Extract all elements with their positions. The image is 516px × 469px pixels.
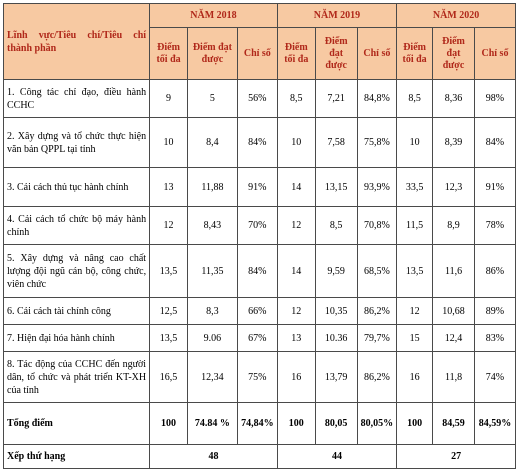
max-score-cell: 12 [150, 207, 188, 245]
max-score-cell: 12 [397, 298, 433, 325]
index-cell: 86,2% [357, 298, 397, 325]
index-cell: 86,2% [357, 352, 397, 403]
index-cell: 84% [237, 245, 277, 298]
achieved-score-cell: 9,59 [315, 245, 357, 298]
index-cell: 79,7% [357, 325, 397, 352]
achieved-score-cell: 7,21 [315, 80, 357, 118]
par-index-table [3, 3, 516, 469]
index-cell: 91% [474, 168, 515, 207]
index-cell: 68,5% [357, 245, 397, 298]
max-score-cell: 13,5 [150, 245, 188, 298]
index-header: Chỉ số [474, 28, 515, 80]
year-2019-header: NĂM 2019 [277, 4, 396, 28]
table-row [4, 118, 516, 168]
achieved-score-cell: 8,43 [188, 207, 238, 245]
table-row [4, 352, 516, 403]
rank-value-cell: 27 [397, 445, 516, 469]
criterion-label: 4. Cải cách tổ chức bộ máy hành chính [4, 207, 150, 245]
achieved-score-cell: 8,3 [188, 298, 238, 325]
achieved-score-cell: 8,9 [433, 207, 475, 245]
table-row [4, 80, 516, 118]
achieved-score-cell: 10,68 [433, 298, 475, 325]
index-cell: 98% [474, 80, 515, 118]
max-score-header: Điểm tối đa [150, 28, 188, 80]
total-row [4, 403, 516, 445]
total-max-cell: 100 [150, 403, 188, 445]
max-score-cell: 13,5 [397, 245, 433, 298]
achieved-score-cell: 12,3 [433, 168, 475, 207]
achieved-score-cell: 9.06 [188, 325, 238, 352]
criterion-label: 8. Tác động của CCHC đến người dân, tổ chức và phát triển KT-XH của tỉnh [4, 352, 150, 403]
total-label: Tổng điểm [4, 403, 150, 445]
max-score-cell: 33,5 [397, 168, 433, 207]
total-index-cell: 84,59% [474, 403, 515, 445]
criterion-label: 5. Xây dựng và nâng cao chất lượng đội ngũ cán bộ, công chức, viên chức [4, 245, 150, 298]
achieved-score-cell: 11,6 [433, 245, 475, 298]
index-cell: 70,8% [357, 207, 397, 245]
total-max-cell: 100 [397, 403, 433, 445]
total-max-cell: 100 [277, 403, 315, 445]
index-cell: 86% [474, 245, 515, 298]
index-cell: 75% [237, 352, 277, 403]
achieved-score-cell: 13,79 [315, 352, 357, 403]
table-row [4, 207, 516, 245]
index-cell: 93,9% [357, 168, 397, 207]
max-score-cell: 16,5 [150, 352, 188, 403]
max-score-cell: 13,5 [150, 325, 188, 352]
achieved-score-header: Điểm đạt được [188, 28, 238, 80]
max-score-cell: 8,5 [397, 80, 433, 118]
table-row [4, 325, 516, 352]
index-cell: 89% [474, 298, 515, 325]
index-cell: 84,8% [357, 80, 397, 118]
max-score-cell: 16 [397, 352, 433, 403]
achieved-score-cell: 11,35 [188, 245, 238, 298]
achieved-score-cell: 8,36 [433, 80, 475, 118]
index-cell: 84% [474, 118, 515, 168]
max-score-cell: 12,5 [150, 298, 188, 325]
achieved-score-cell: 13,15 [315, 168, 357, 207]
achieved-score-cell: 7,58 [315, 118, 357, 168]
max-score-header: Điểm tối đa [277, 28, 315, 80]
achieved-score-cell: 8,5 [315, 207, 357, 245]
max-score-cell: 10 [150, 118, 188, 168]
index-header: Chỉ số [237, 28, 277, 80]
max-score-cell: 12 [277, 298, 315, 325]
table-row [4, 245, 516, 298]
criterion-label: 6. Cải cách tài chính công [4, 298, 150, 325]
table-row [4, 168, 516, 207]
index-cell: 84% [237, 118, 277, 168]
max-score-cell: 12 [277, 207, 315, 245]
achieved-score-cell: 11,88 [188, 168, 238, 207]
total-index-cell: 74,84% [237, 403, 277, 445]
max-score-cell: 10 [397, 118, 433, 168]
total-achieved-cell: 80,05 [315, 403, 357, 445]
rank-row [4, 445, 516, 469]
achieved-score-header: Điểm đạt được [315, 28, 357, 80]
index-cell: 91% [237, 168, 277, 207]
achieved-score-cell: 8,39 [433, 118, 475, 168]
achieved-score-cell: 12,34 [188, 352, 238, 403]
max-score-cell: 9 [150, 80, 188, 118]
rank-label: Xếp thứ hạng [4, 445, 150, 469]
total-achieved-cell: 84,59 [433, 403, 475, 445]
achieved-score-cell: 5 [188, 80, 238, 118]
max-score-cell: 15 [397, 325, 433, 352]
achieved-score-cell: 12,4 [433, 325, 475, 352]
index-cell: 56% [237, 80, 277, 118]
max-score-cell: 10 [277, 118, 315, 168]
index-cell: 66% [237, 298, 277, 325]
year-header-row [4, 4, 516, 28]
criterion-label: 2. Xây dựng và tổ chức thực hiện văn bản QPPL tại tỉnh [4, 118, 150, 168]
ranking-table-container [3, 3, 516, 469]
max-score-cell: 14 [277, 245, 315, 298]
index-cell: 78% [474, 207, 515, 245]
max-score-cell: 13 [150, 168, 188, 207]
max-score-cell: 14 [277, 168, 315, 207]
max-score-cell: 13 [277, 325, 315, 352]
rank-value-cell: 44 [277, 445, 396, 469]
total-achieved-cell: 74.84 % [188, 403, 238, 445]
rank-value-cell: 48 [150, 445, 278, 469]
index-cell: 67% [237, 325, 277, 352]
achieved-score-header: Điểm đạt được [433, 28, 475, 80]
achieved-score-cell: 8,4 [188, 118, 238, 168]
criterion-label: 3. Cải cách thủ tục hành chính [4, 168, 150, 207]
index-cell: 83% [474, 325, 515, 352]
max-score-cell: 16 [277, 352, 315, 403]
max-score-cell: 11,5 [397, 207, 433, 245]
criteria-header-cell: Lĩnh vực/Tiêu chí/Tiêu chí thành phần [4, 4, 150, 80]
total-index-cell: 80,05% [357, 403, 397, 445]
max-score-header: Điểm tối đa [397, 28, 433, 80]
index-cell: 75,8% [357, 118, 397, 168]
index-header: Chỉ số [357, 28, 397, 80]
achieved-score-cell: 11,8 [433, 352, 475, 403]
year-2018-header: NĂM 2018 [150, 4, 278, 28]
index-cell: 70% [237, 207, 277, 245]
table-row [4, 298, 516, 325]
max-score-cell: 8,5 [277, 80, 315, 118]
criterion-label: 7. Hiện đại hóa hành chính [4, 325, 150, 352]
achieved-score-cell: 10.36 [315, 325, 357, 352]
criterion-label: 1. Công tác chỉ đạo, điều hành CCHC [4, 80, 150, 118]
achieved-score-cell: 10,35 [315, 298, 357, 325]
year-2020-header: NĂM 2020 [397, 4, 516, 28]
index-cell: 74% [474, 352, 515, 403]
